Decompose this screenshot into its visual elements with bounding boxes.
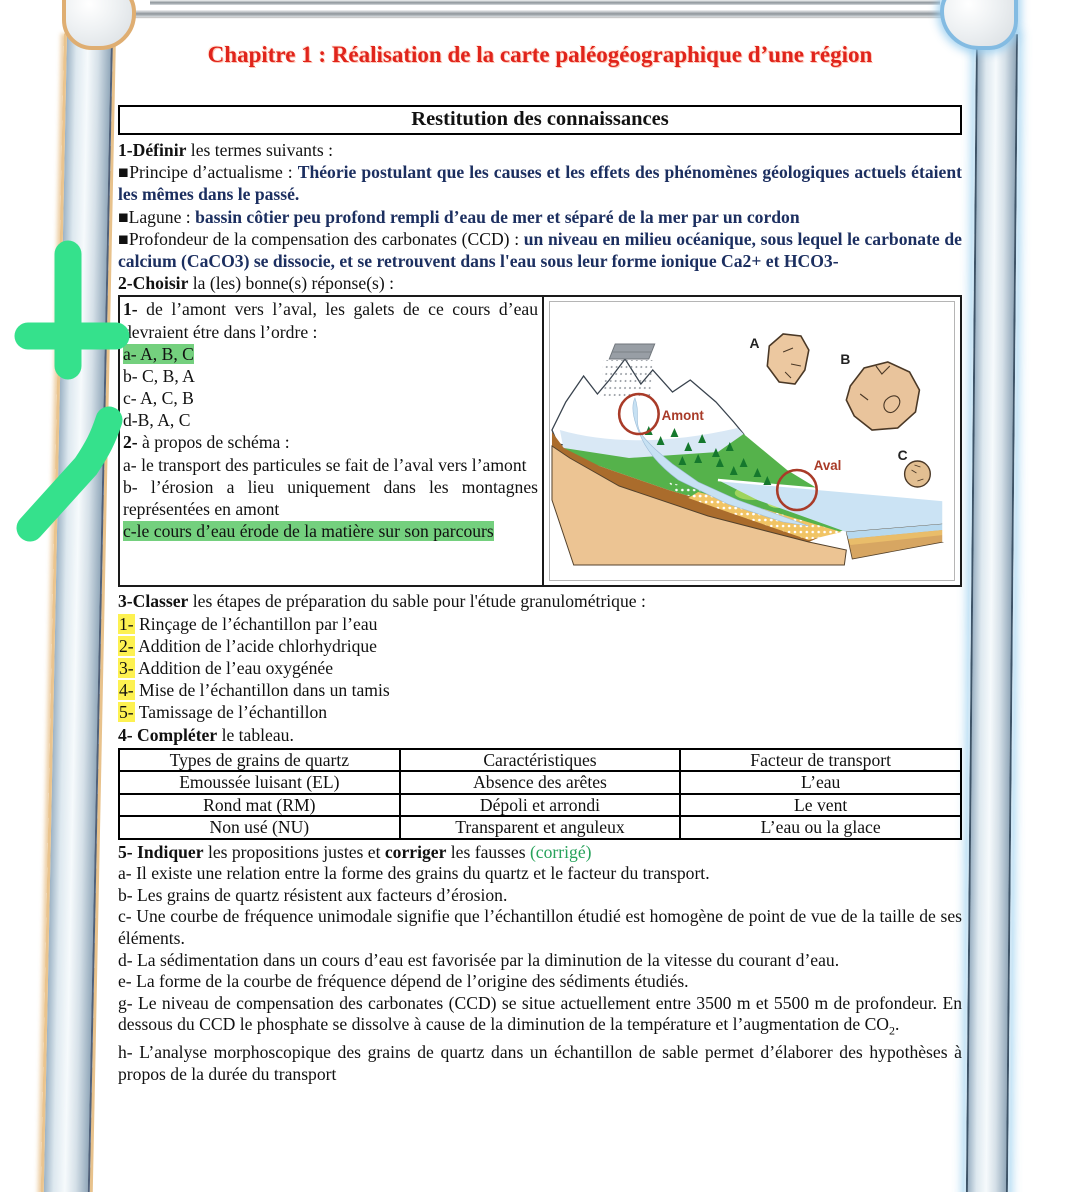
rock-b-label: B — [840, 351, 851, 368]
q3-step: 3- Addition de l’eau oxygénée — [119, 658, 334, 679]
rock-c — [905, 461, 931, 487]
q3-step: 1- Rinçage de l’échantillon par l’eau — [119, 613, 378, 634]
rock-a — [767, 334, 808, 384]
q5-item-g: g- Le niveau de compensation des carbonates (CCD) se situe actuellement entre 3500 m et 5500 m de profondeur. En dessous du CCD le phosphate se dissolve à cause de la diminution de la température et l’augmentation de $CO_2$. — [118, 992, 962, 1038]
definition-item: ■Profondeur de la compensation des carbonates (CCD) : un niveau en milieu océanique, sous lequel le carbonate de calcium (CaCO3) se dissocie, et se retrouvent dans l'eau sous leur forme ionique Ca2+ et HCO3- — [118, 228, 962, 272]
table-header: Caractéristiques — [400, 749, 681, 772]
question-2-figure — [544, 297, 960, 585]
left-scroll-column — [41, 34, 113, 1192]
choice-option: b- C, B, A — [123, 365, 195, 386]
table-header-row — [119, 749, 961, 772]
document-content — [118, 0, 962, 1085]
aval-label: Aval — [813, 458, 842, 474]
question-1 — [118, 139, 962, 294]
rock-c-label: C — [897, 447, 908, 464]
q5-item: h- L’analyse morphoscopique des grains de quartz dans un échantillon de sable permet d’élaborer des hypothèses à propos de la durée du transport — [118, 1042, 962, 1084]
q5-item: c- Une courbe de fréquence unimodale signifie que l’échantillon étudié est homogène de point de vue de la taille de ses éléments. — [118, 906, 962, 949]
q5-item: e- La forme de la courbe de fréquence dépend de l’origine des sédiments étudiés. — [118, 971, 689, 992]
definition-item: ■Lagune : bassin côtier peu profond rempli d’eau de mer et séparé de la mer par un cordon — [118, 206, 800, 227]
q2-sub1-prompt: 1- de l’amont vers l’aval, les galets de ce cours d’eau devraient étre dans l’ordre : — [123, 299, 538, 342]
table-row: Non usé (NU) Transparent et anguleux L’eau ou la glace — [119, 816, 961, 839]
rock-a-label: A — [749, 335, 760, 352]
schema-diagram — [550, 302, 954, 580]
question-3 — [118, 590, 962, 745]
table-row: Emoussée luisant (EL) Absence des arêtes L’eau — [119, 771, 961, 794]
schema-diagram-frame — [549, 301, 955, 581]
q2-intro: 2-Choisir la (les) bonne(s) réponse(s) : — [118, 273, 395, 294]
q3-intro: 3-Classer les étapes de préparation du sable pour l'étude granulométrique : — [118, 591, 646, 612]
rock-b — [846, 362, 919, 430]
q3-step: 2- Addition de l’acide chlorhydrique — [119, 635, 377, 656]
q5-item: b- Les grains de quartz résistent aux facteurs d’érosion. — [118, 884, 508, 905]
definition-item: ■Principe d’actualisme : Théorie postulant que les causes et les effets des phénomènes géologiques actuels étaient les mêmes dans le passé. — [118, 162, 962, 205]
q3-step: 5- Tamissage de l’échantillon — [119, 702, 328, 723]
choice-option — [123, 520, 538, 542]
choice-option: d-B, A, C — [123, 410, 191, 431]
question-5 — [118, 842, 962, 1086]
q2-sub2-prompt: 2- à propos de schéma : — [123, 432, 290, 453]
q1-intro: 1-Définir les termes suivants : — [118, 140, 333, 160]
choice-option — [123, 343, 538, 365]
table-row: Rond mat (RM) Dépoli et arrondi Le vent — [119, 794, 961, 817]
page-title: Chapitre 1 : Réalisation de la carte paléogéographique d’une région — [207, 42, 873, 67]
table-header: Facteur de transport — [680, 749, 961, 772]
amont-label: Amont — [661, 408, 704, 424]
highlighted-answer: a- A, B, C — [123, 343, 194, 364]
choice-option: c- A, C, B — [123, 388, 194, 409]
choice-option: b- l’érosion a lieu uniquement dans les montagnes représentées en amont — [123, 476, 538, 519]
corrige-badge: (corrigé) — [529, 841, 592, 862]
q5-intro: 5- Indiquer les propositions justes et corriger les fausses (corrigé) — [118, 841, 592, 862]
q4-intro: 4- Compléter le tableau. — [118, 724, 294, 745]
section-header: Restitution des connaissances — [118, 105, 962, 135]
grain-types-table — [118, 748, 962, 840]
question-2-choices — [120, 297, 544, 585]
question-2-box — [118, 295, 962, 587]
q3-step: 4- Mise de l’échantillon dans un tamis — [119, 680, 390, 701]
choice-option: a- le transport des particules se fait de l’aval vers l’amont — [123, 454, 527, 475]
table-header: Types de grains de quartz — [119, 749, 400, 772]
right-scroll-column — [966, 34, 1018, 1192]
highlighted-answer: c-le cours d’eau érode de la matière sur son parcours — [123, 520, 494, 541]
rain — [601, 360, 653, 396]
q5-item: d- La sédimentation dans un cours d’eau est favorisée par la diminution de la vitesse du courant d’eau. — [118, 949, 840, 970]
q5-item: a- Il existe une relation entre la forme des grains du quartz et le facteur du transport. — [118, 863, 710, 884]
